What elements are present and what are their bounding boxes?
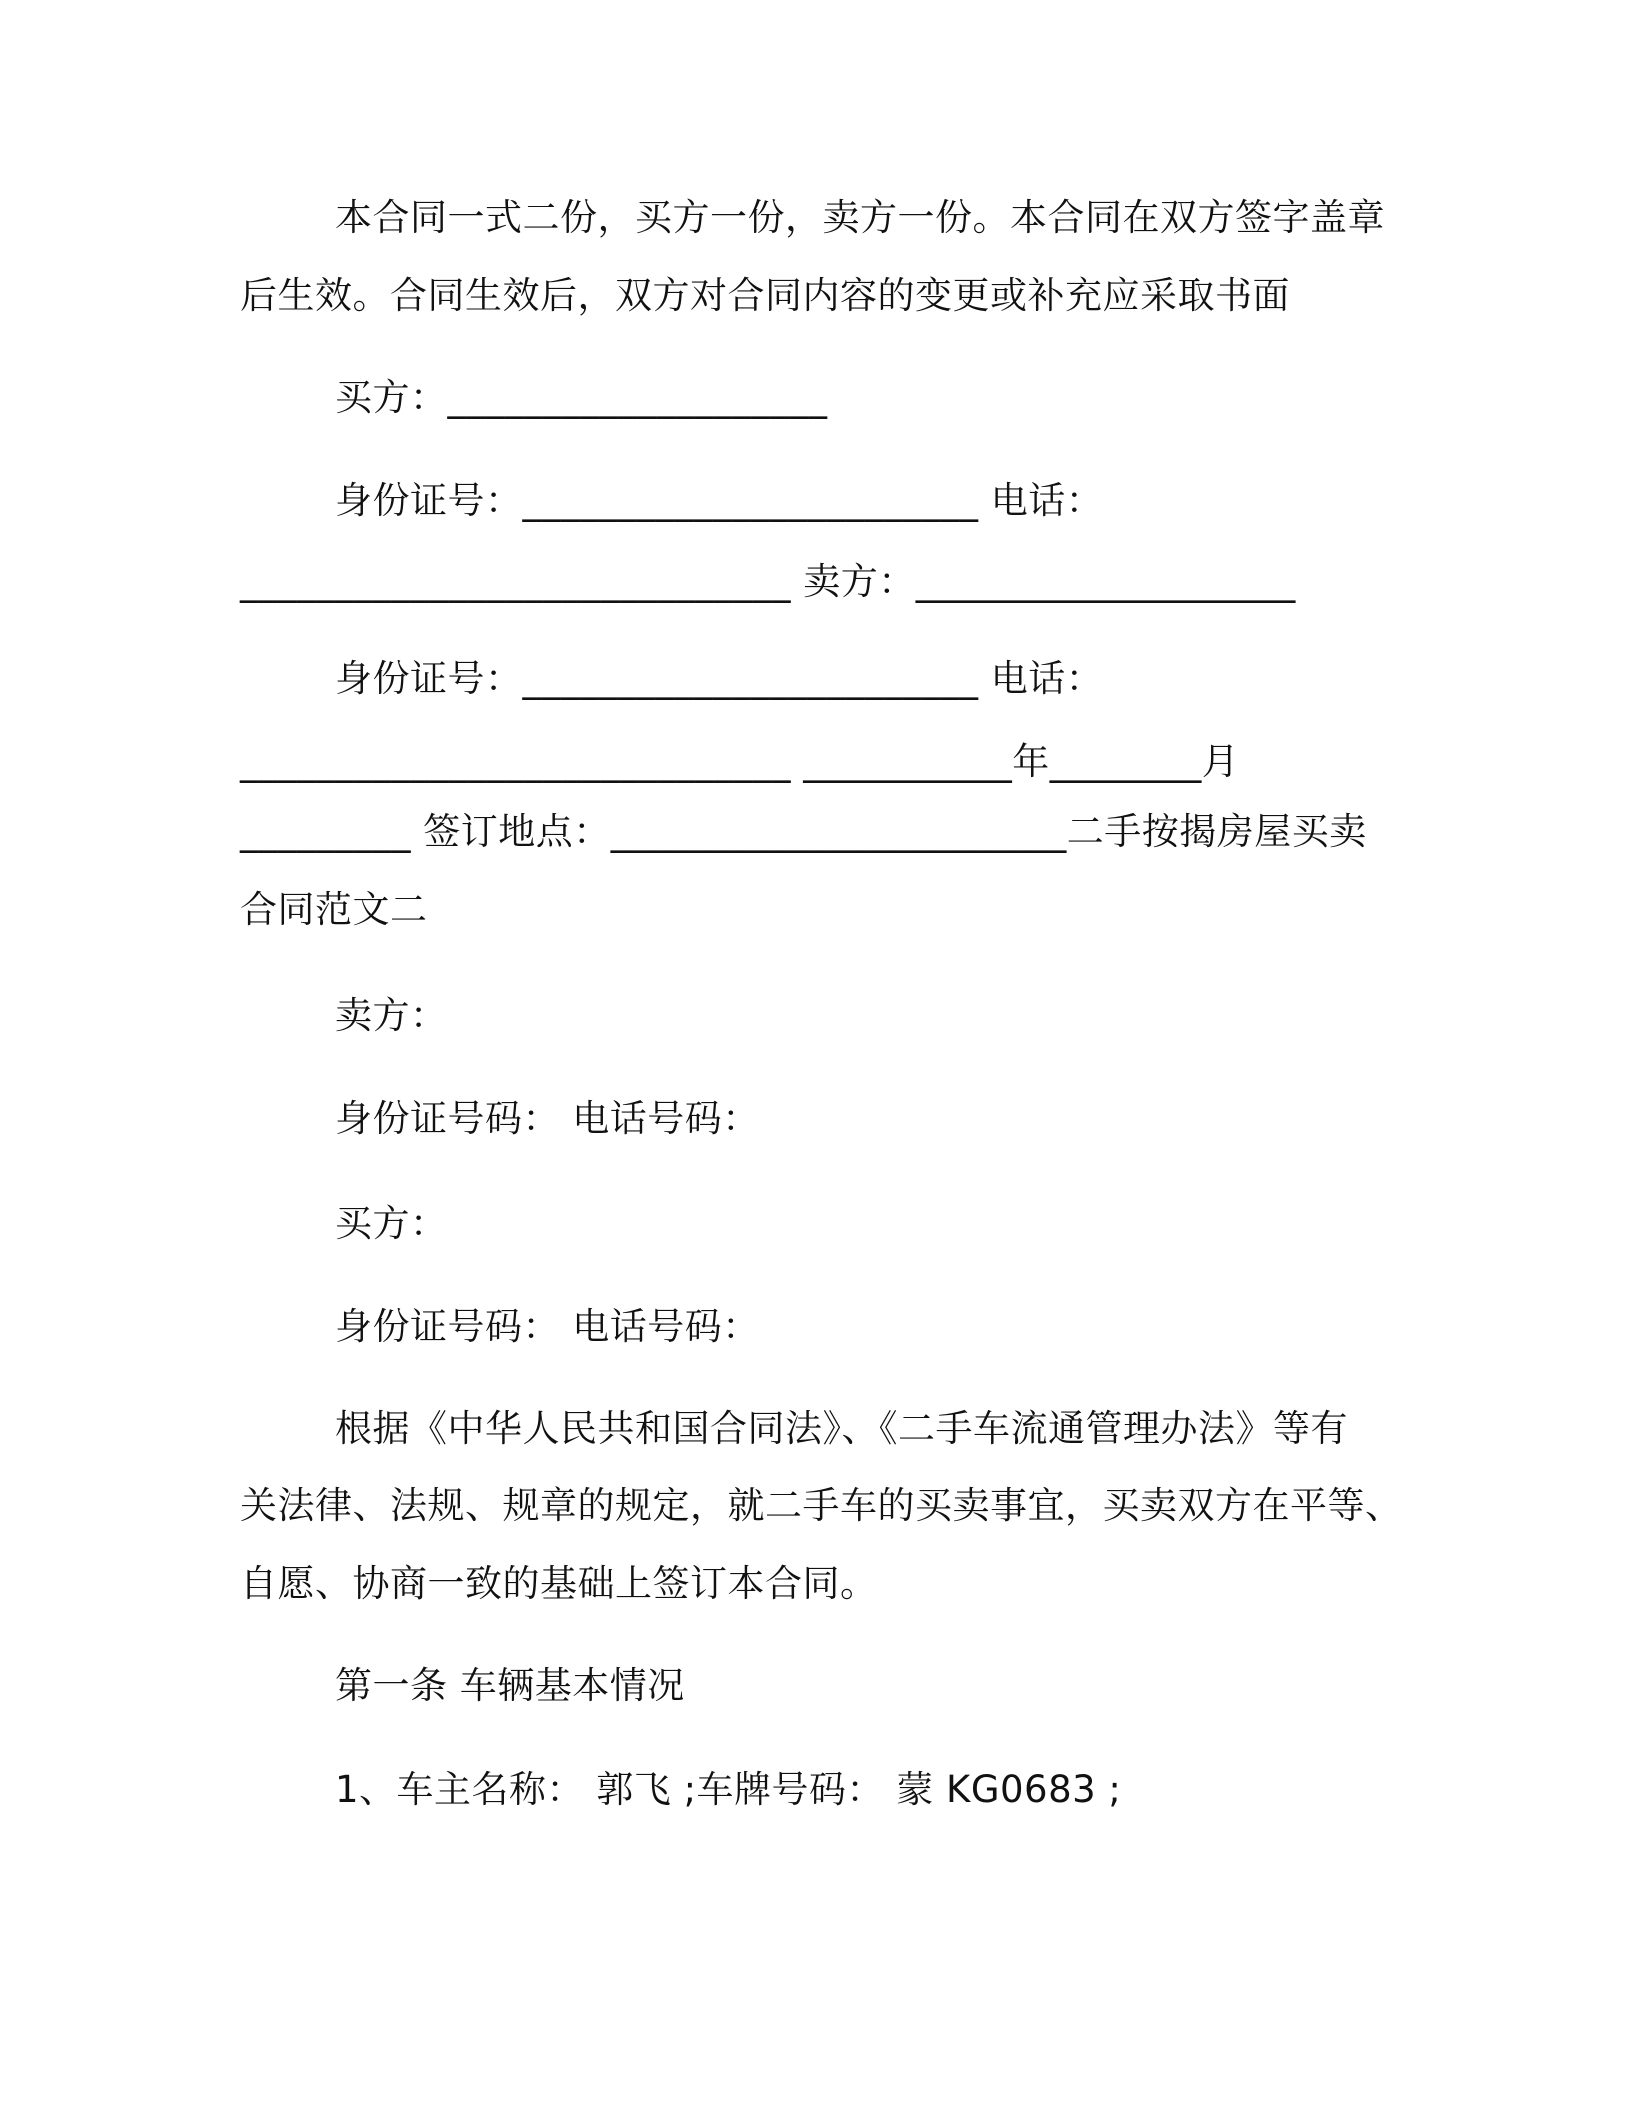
article-one-title: 第一条 车辆基本情况: [335, 1664, 685, 1707]
buyer-label: 买方：: [335, 1202, 448, 1245]
signing-place-line: _________ 签订地点：________________________二手按揭房屋买卖: [240, 810, 1367, 853]
document-page: [240, 0, 1403, 2112]
section-title-line: 合同范文二: [240, 888, 428, 931]
seller-id-phone-line: 身份证号：________________________ 电话：: [335, 657, 1104, 700]
seller-id-phone-label: 身份证号码： 电话号码：: [335, 1097, 760, 1140]
buyer-line: 买方：____________________: [335, 376, 828, 419]
basis-line-3: 自愿、协商一致的基础上签订本合同。: [240, 1562, 878, 1605]
basis-line-1: 根据《中华人民共和国合同法》、《二手车流通管理办法》等有: [335, 1407, 1348, 1450]
seller-label: 卖方：: [335, 994, 448, 1037]
buyer-id-phone-label: 身份证号码： 电话号码：: [335, 1305, 760, 1348]
vehicle-owner-plate-line: 1、车主名称： 郭飞 ;车牌号码： 蒙 KG0683 ;: [335, 1768, 1122, 1811]
paragraph-line-2: 后生效。合同生效后，双方对合同内容的变更或补充应采取书面: [240, 274, 1290, 317]
date-line: _____________________________ ___________年________月: [240, 740, 1240, 783]
basis-line-2: 关法律、法规、规章的规定，就二手车的买卖事宜，买卖双方在平等、: [240, 1484, 1403, 1527]
seller-line: _____________________________ 卖方：____________________: [240, 560, 1296, 603]
buyer-id-phone-line: 身份证号：________________________ 电话：: [335, 479, 1104, 522]
paragraph-line-1: 本合同一式二份，买方一份，卖方一份。本合同在双方签字盖章: [335, 196, 1385, 239]
